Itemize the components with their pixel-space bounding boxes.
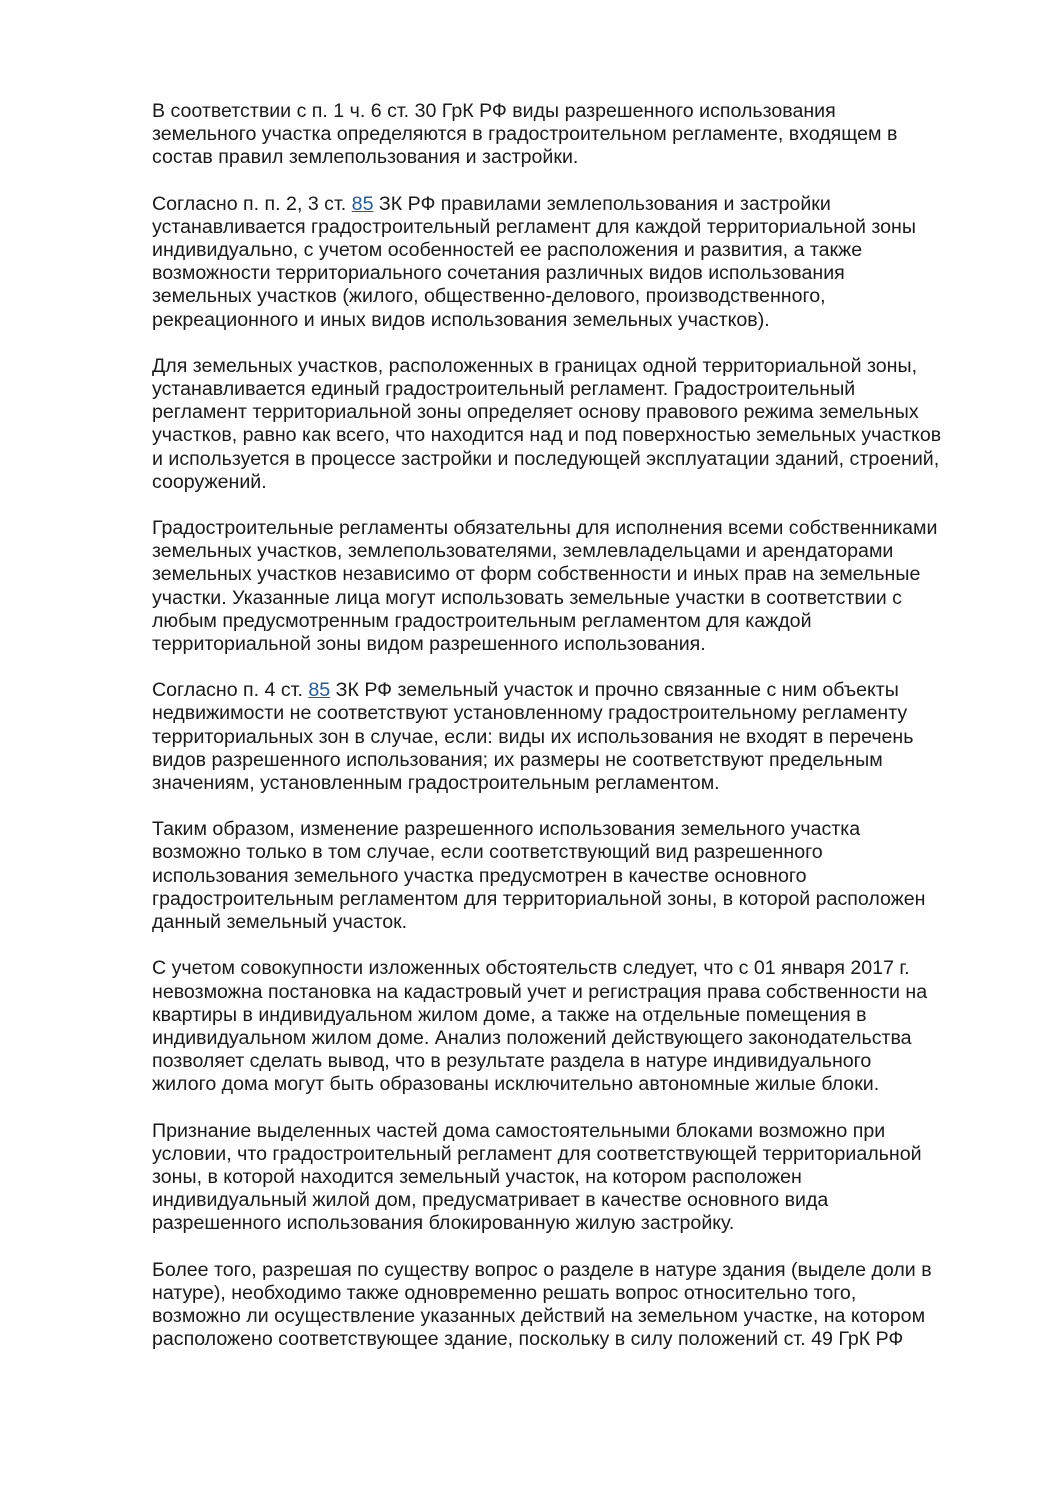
- text-line: участков, равно как всего, что находится над и под поверхностью земельных участков: [152, 424, 942, 447]
- text-line: Более того, разрешая по существу вопрос о разделе в натуре здания (выделе доли в: [152, 1258, 932, 1281]
- paragraph-9: [152, 1259, 992, 1352]
- text-line: устанавливается единый градостроительный регламент. Градостроительный: [152, 378, 856, 401]
- text-line: любым предусмотренным градостроительным регламентом для каждой: [152, 609, 812, 632]
- text-line: зоны, в которой находится земельный участок, на котором расположен: [152, 1165, 802, 1188]
- text-line: индивидуальный жилой дом, предусматривает в качестве основного вида: [152, 1189, 829, 1212]
- text-line: состав правил землепользования и застройки.: [152, 146, 579, 169]
- text-line: условии, что градостроительный регламент для соответствующей территориальной: [152, 1142, 922, 1165]
- paragraph-2: [152, 193, 992, 332]
- article-85-link[interactable]: 85: [308, 679, 331, 702]
- text-line: устанавливается градостроительный регламент для каждой территориальной зоны: [152, 215, 916, 238]
- text-line: недвижимости не соответствуют установленному градостроительному регламенту: [152, 702, 908, 725]
- paragraph-7: [152, 957, 992, 1096]
- paragraph-8: [152, 1120, 992, 1236]
- text-line: возможности территориального сочетания различных видов использования: [152, 262, 845, 285]
- text-line: рекреационного и иных видов использования земельных участков).: [152, 308, 770, 331]
- text-line: индивидуально, с учетом особенностей ее расположения и развития, а также: [152, 239, 863, 262]
- article-85-link[interactable]: 85: [351, 192, 374, 215]
- text-line: индивидуальном жилом доме. Анализ положений действующего законодательства: [152, 1026, 912, 1049]
- text-line: натуре), необходимо также одновременно решать вопрос относительно того,: [152, 1281, 857, 1304]
- text-line: градостроительным регламентом для территориальной зоны, в которой расположен: [152, 887, 926, 910]
- paragraph-1: [152, 100, 992, 170]
- text-line: значениям, установленным градостроительным регламентом.: [152, 772, 720, 795]
- text-line: территориальных зон в случае, если: виды их использования не входят в перечень: [152, 725, 914, 748]
- text-line: позволяет сделать вывод, что в результате раздела в натуре индивидуального: [152, 1050, 872, 1073]
- text-line: возможно ли осуществление указанных действий на земельном участке, на котором: [152, 1304, 926, 1327]
- paragraph-5: [152, 679, 992, 795]
- text-line: расположено соответствующее здание, поскольку в силу положений ст. 49 ГрК РФ: [152, 1328, 904, 1351]
- text-line: земельного участка определяются в градостроительном регламенте, входящем в: [152, 123, 898, 146]
- text-line: сооружений.: [152, 470, 267, 493]
- text-line: Для земельных участков, расположенных в границах одной территориальной зоны,: [152, 354, 918, 377]
- paragraph-4: [152, 517, 992, 656]
- text-line: С учетом совокупности изложенных обстоятельств следует, что с 01 января 2017 г.: [152, 957, 910, 980]
- text-line: данный земельный участок.: [152, 911, 408, 934]
- text-line: Признание выделенных частей дома самостоятельными блоками возможно при: [152, 1119, 886, 1142]
- text-segment: Согласно п. 4 ст.: [152, 679, 309, 702]
- text-segment: ЗК РФ земельный участок и прочно связанные с ним объекты: [330, 679, 899, 702]
- text-line: жилого дома могут быть образованы исключительно автономные жилые блоки.: [152, 1073, 880, 1096]
- text-line: регламент территориальной зоны определяет основу правового режима земельных: [152, 401, 919, 424]
- text-line: земельных участков (жилого, общественно-делового, производственного,: [152, 285, 826, 308]
- paragraph-3: [152, 355, 992, 494]
- text-segment: ЗК РФ правилами землепользования и застройки: [373, 192, 831, 215]
- text-line: возможно только в том случае, если соответствующий вид разрешенного: [152, 841, 823, 864]
- text-line: квартиры в индивидуальном жилом доме, а также на отдельные помещения в: [152, 1003, 867, 1026]
- text-line: разрешенного использования блокированную жилую застройку.: [152, 1212, 735, 1235]
- text-line: территориальной зоны видом разрешенного использования.: [152, 633, 706, 656]
- text-line: земельных участков независимо от форм собственности и иных прав на земельные: [152, 563, 921, 586]
- paragraph-6: [152, 818, 992, 934]
- text-line: Таким образом, изменение разрешенного использования земельного участка: [152, 818, 861, 841]
- text-segment: Согласно п. п. 2, 3 ст.: [152, 192, 352, 215]
- text-line: видов разрешенного использования; их размеры не соответствуют предельным: [152, 748, 883, 771]
- text-line: невозможна постановка на кадастровый учет и регистрация права собственности на: [152, 980, 928, 1003]
- text-line: земельных участков, землепользователями, землевладельцами и арендаторами: [152, 540, 894, 563]
- text-line: участки. Указанные лица могут использовать земельные участки в соответствии с: [152, 586, 902, 609]
- document-page: [152, 100, 992, 1374]
- text-line: Градостроительные регламенты обязательны для исполнения всеми собственниками: [152, 517, 938, 540]
- text-line: В соответствии с п. 1 ч. 6 ст. 30 ГрК РФ виды разрешенного использования: [152, 100, 836, 122]
- text-line: использования земельного участка предусмотрен в качестве основного: [152, 864, 807, 887]
- text-line: и используется в процессе застройки и последующей эксплуатации зданий, строений,: [152, 447, 940, 470]
